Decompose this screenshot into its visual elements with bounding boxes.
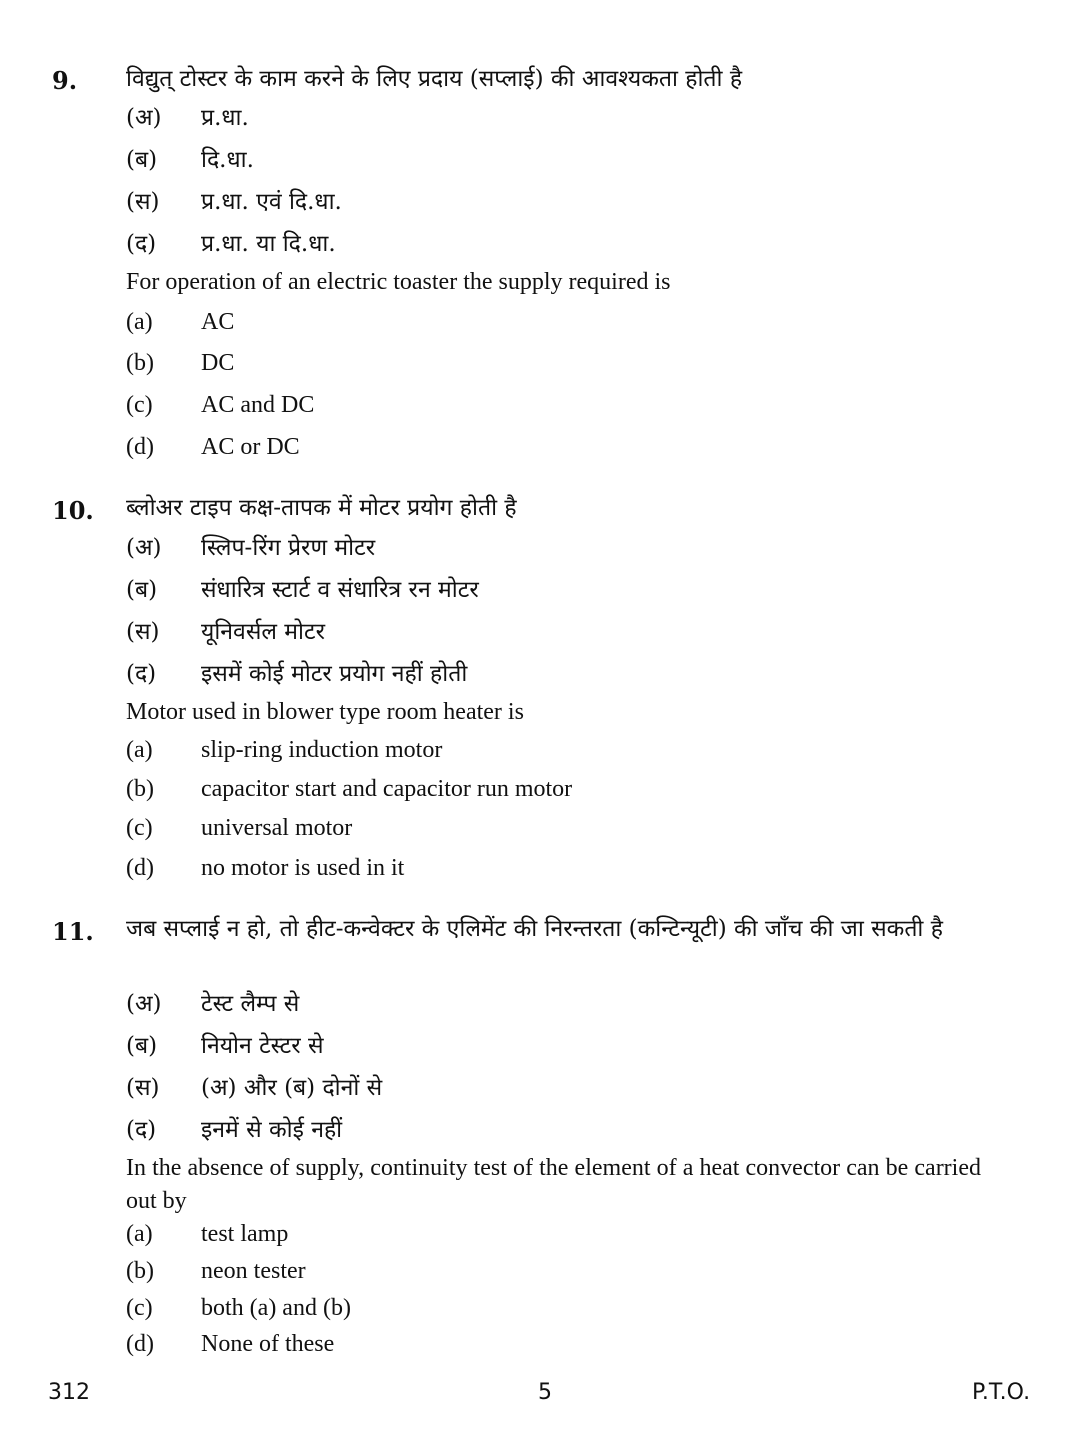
option-label: (स): [126, 1075, 160, 1101]
option-label: (c): [126, 1295, 153, 1321]
option-text: AC and DC: [201, 392, 315, 418]
option-text: दि.धा.: [201, 147, 254, 173]
option-text: प्र.धा.: [201, 105, 249, 131]
option-text: capacitor start and capacitor run motor: [201, 776, 573, 802]
english-stem: In the absence of supply, continuity test of the element of a heat convector can be carried out by: [126, 1155, 981, 1214]
option-text: प्र.धा. एवं दि.धा.: [201, 189, 342, 215]
english-stem: For operation of an electric toaster the supply required is: [126, 269, 671, 295]
option-text: slip-ring induction motor: [201, 737, 443, 763]
footer-paper-code: 312: [48, 1380, 90, 1405]
option-label: (स): [126, 189, 160, 215]
option-text: इसमें कोई मोटर प्रयोग नहीं होती: [201, 661, 468, 687]
option-text: प्र.धा. या दि.धा.: [201, 231, 336, 257]
option-label: (द): [126, 231, 157, 257]
option-label: (ब): [126, 1033, 158, 1059]
option-label: (ब): [126, 577, 158, 603]
hindi-stem: जब सप्लाई न हो, तो हीट-कन्वेक्टर के एलिमेंट की निरन्तरता (कन्टिन्यूटी) की जाँच की जा सकती है: [126, 916, 943, 942]
option-text: नियोन टेस्टर से: [201, 1033, 324, 1059]
option-text: both (a) and (b): [201, 1295, 351, 1321]
question-number: 10.: [52, 496, 94, 525]
option-text: no motor is used in it: [201, 855, 405, 881]
option-text: टेस्ट लैम्प से: [201, 991, 300, 1017]
option-text: स्लिप-रिंग प्रेरण मोटर: [201, 535, 376, 561]
footer-pto: P.T.O.: [972, 1380, 1031, 1405]
question-number: 11.: [52, 917, 94, 946]
option-text: DC: [201, 350, 235, 376]
option-label: (द): [126, 1117, 157, 1143]
option-text: test lamp: [201, 1221, 289, 1247]
option-label: (d): [126, 434, 154, 460]
option-text: यूनिवर्सल मोटर: [201, 619, 326, 645]
option-text: AC or DC: [201, 434, 300, 460]
option-label: (ब): [126, 147, 158, 173]
hindi-stem: ब्लोअर टाइप कक्ष-तापक में मोटर प्रयोग होती है: [126, 495, 517, 521]
option-text: (अ) और (ब) दोनों से: [201, 1075, 383, 1101]
option-label: (b): [126, 776, 154, 802]
option-label: (a): [126, 1221, 153, 1247]
option-text: AC: [201, 309, 235, 335]
option-text: neon tester: [201, 1258, 306, 1284]
option-label: (अ): [126, 535, 162, 561]
hindi-stem: विद्युत् टोस्टर के काम करने के लिए प्रदाय (सप्लाई) की आवश्यकता होती है: [126, 66, 743, 92]
option-label: (अ): [126, 991, 162, 1017]
option-label: (c): [126, 392, 153, 418]
option-label: (d): [126, 1331, 154, 1357]
option-label: (a): [126, 309, 153, 335]
option-label: (स): [126, 619, 160, 645]
option-label: (a): [126, 737, 153, 763]
option-label: (c): [126, 815, 153, 841]
option-text: इनमें से कोई नहीं: [201, 1117, 343, 1143]
option-text: संधारित्र स्टार्ट व संधारित्र रन मोटर: [201, 577, 479, 603]
option-label: (अ): [126, 105, 162, 131]
english-stem: Motor used in blower type room heater is: [126, 699, 524, 725]
option-text: None of these: [201, 1331, 335, 1357]
option-label: (b): [126, 1258, 154, 1284]
option-label: (d): [126, 855, 154, 881]
option-text: universal motor: [201, 815, 353, 841]
option-label: (द): [126, 661, 157, 687]
question-number: 9.: [52, 66, 78, 95]
footer-page-number: 5: [538, 1380, 552, 1405]
option-label: (b): [126, 350, 154, 376]
